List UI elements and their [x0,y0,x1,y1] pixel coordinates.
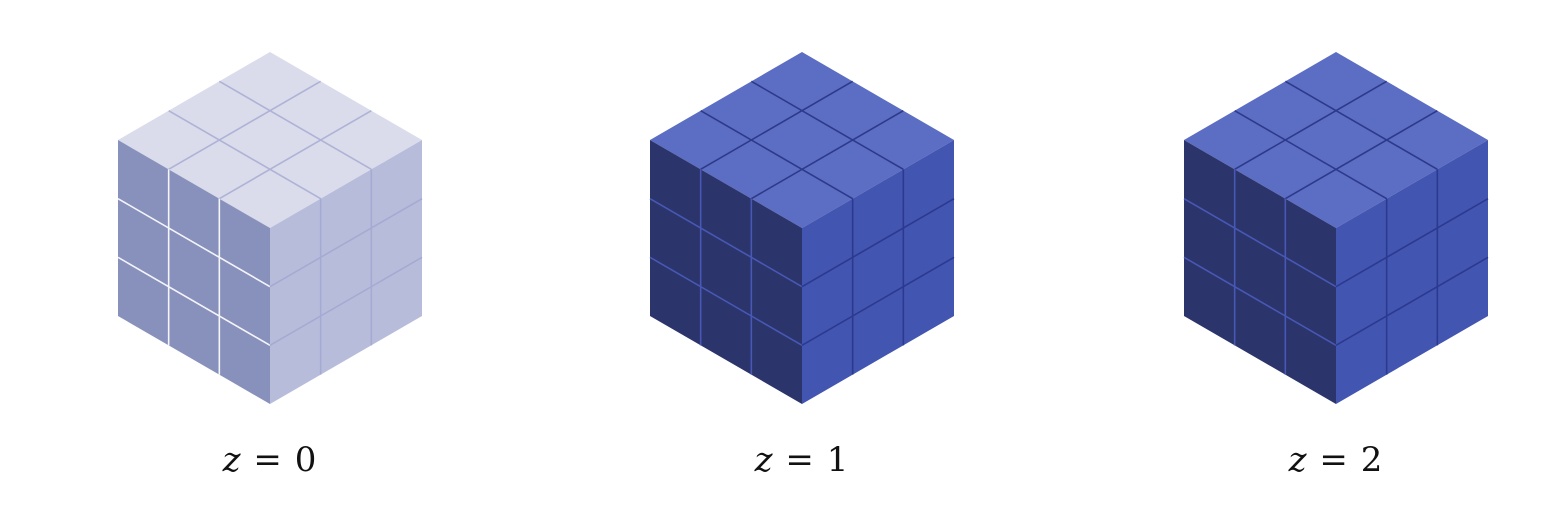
cube-label-z0 [170,440,370,480]
label-operator: = [253,440,283,480]
label-value: 2 [1360,440,1384,480]
label-operator: = [1319,440,1349,480]
cube-label-z1 [702,440,902,480]
cube-label-z2 [1236,440,1436,480]
label-value: 0 [294,440,318,480]
label-variable: z [1288,440,1308,480]
label-variable: z [754,440,774,480]
label-variable: z [222,440,242,480]
label-operator: = [785,440,815,480]
label-value: 1 [826,440,850,480]
